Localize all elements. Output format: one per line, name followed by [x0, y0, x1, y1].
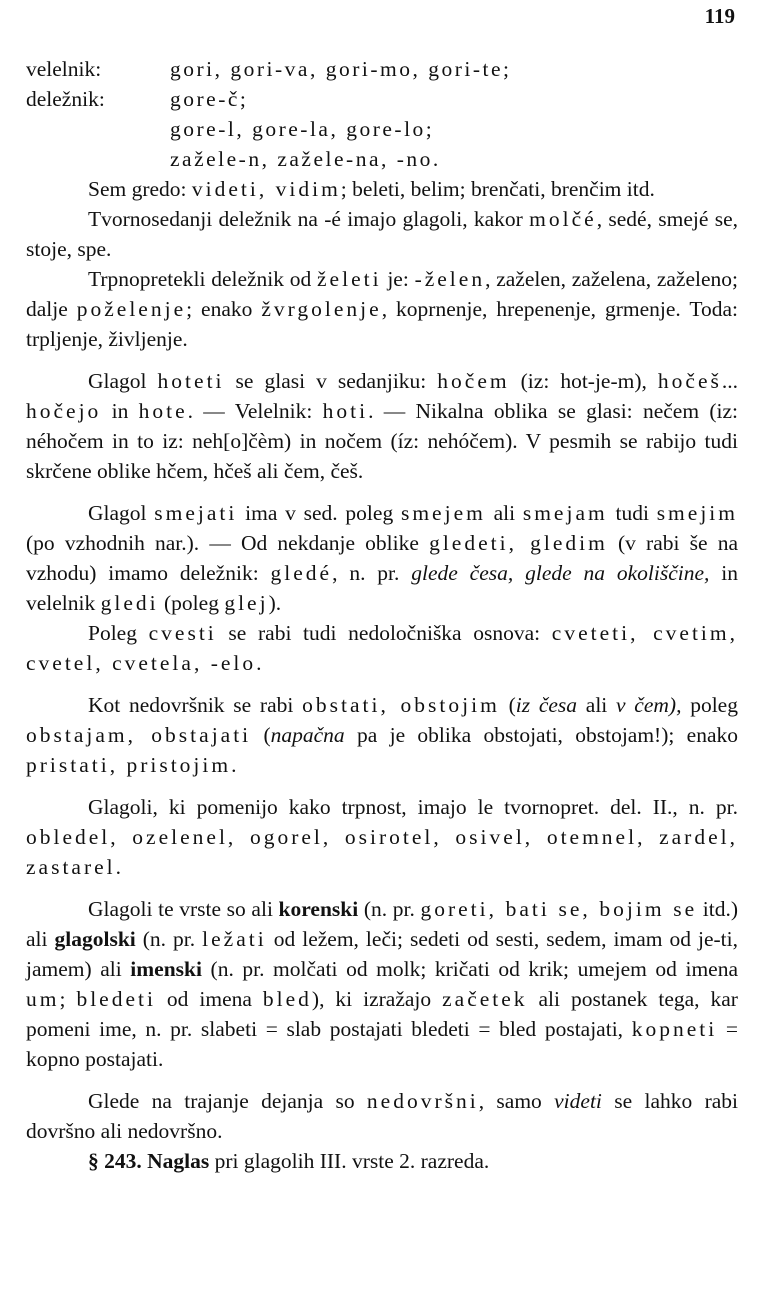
paragraph: Glagoli te vrste so ali korenski (n. pr. goreti, bati se, bojim se itd.) ali glagolski (n. pr. ležati od ležem, leči; sedeti od sesti, sedem, imam od je-ti, jamem) ali imenski (n. pr. molčati od molk; kričati od krik; umejem od imena um; bledeti od imena bled), ki izražajo začetek ali postanek tega, kar pomeni ime, n. pr. slabeti = slab postajati bledeti = bled postajati, kopneti = kopno postajati.: [26, 897, 738, 1071]
page-number: 119: [704, 4, 735, 28]
paragraph: Sem gredo: videti, vidim; beleti, belim; brenčati, brenčim itd.: [88, 177, 655, 201]
paragraph: Glagol smejati ima v sed. poleg smejem ali smejam tudi smejim (po vzhodnih nar.). — Od nekdanje oblike gledeti, gledim (v rabi še na vzhodu) imamo deležnik: gledé, n. pr. glede česa, glede na okoliščine, in velelnik gledi (poleg glej).: [26, 501, 738, 615]
page-body: [26, 54, 738, 1176]
paragraph: Trpnopretekli deležnik od želeti je: -želen, zaželen, zaželena, zaželeno; dalje poželenje; enako žvrgolenje, koprnenje, hrepenenje, grmenje. Toda: trpljenje, življenje.: [26, 267, 739, 351]
paradigm-row-deleznik: [26, 84, 738, 114]
paradigm-label: deležnik:: [26, 87, 105, 111]
paradigm-row-velelnik: [26, 54, 738, 84]
paradigm-line: gore-l, gore-la, gore-lo;: [170, 117, 435, 141]
paragraph: Glagol hoteti se glasi v sedanjiku: hočem (iz: hot-je-m), hočeš... hočejo in hote. — Velelnik: hoti. — Nikalna oblika se glasi: nečem (iz: néhočem in to iz: neh[o]čèm) in nočem (íz: nehóčem). V pesmih se rabijo tudi skrčene oblike hčem, hčeš ali čem, češ.: [26, 369, 738, 483]
section-heading: § 243. Naglas pri glagolih III. vrste 2. razreda.: [88, 1149, 490, 1173]
paradigm-forms: gore-č;: [170, 87, 249, 111]
paragraph: Poleg cvesti se rabi tudi nedoločniška osnova: cveteti, cvetim, cvetel, cvetela, -elo.: [26, 621, 738, 675]
paragraph: Kot nedovršnik se rabi obstati, obstojim (iz česa ali v čem), poleg obstajam, obstajati (napačna pa je oblika obstojati, obstojam!); enako pristati, pristojim.: [26, 693, 738, 777]
paradigm-label: velelnik:: [26, 57, 102, 81]
paradigm-line: zažele-n, zažele-na, -no.: [170, 147, 441, 171]
paragraph: Tvornosedanji deležnik na -é imajo glagoli, kakor molčé, sedé, smejé se, stoje, spe.: [26, 207, 739, 261]
paradigm-forms: gori, gori-va, gori-mo, gori-te;: [170, 57, 512, 81]
paragraph: Glagoli, ki pomenijo kako trpnost, imajo le tvornopret. del. II., n. pr. obledel, ozelenel, ogorel, osirotel, osivel, otemnel, zardel, zastarel.: [26, 795, 738, 879]
paragraph: Glede na trajanje dejanja so nedovršni, samo videti se lahko rabi dovršno ali nedovršno.: [26, 1089, 738, 1143]
